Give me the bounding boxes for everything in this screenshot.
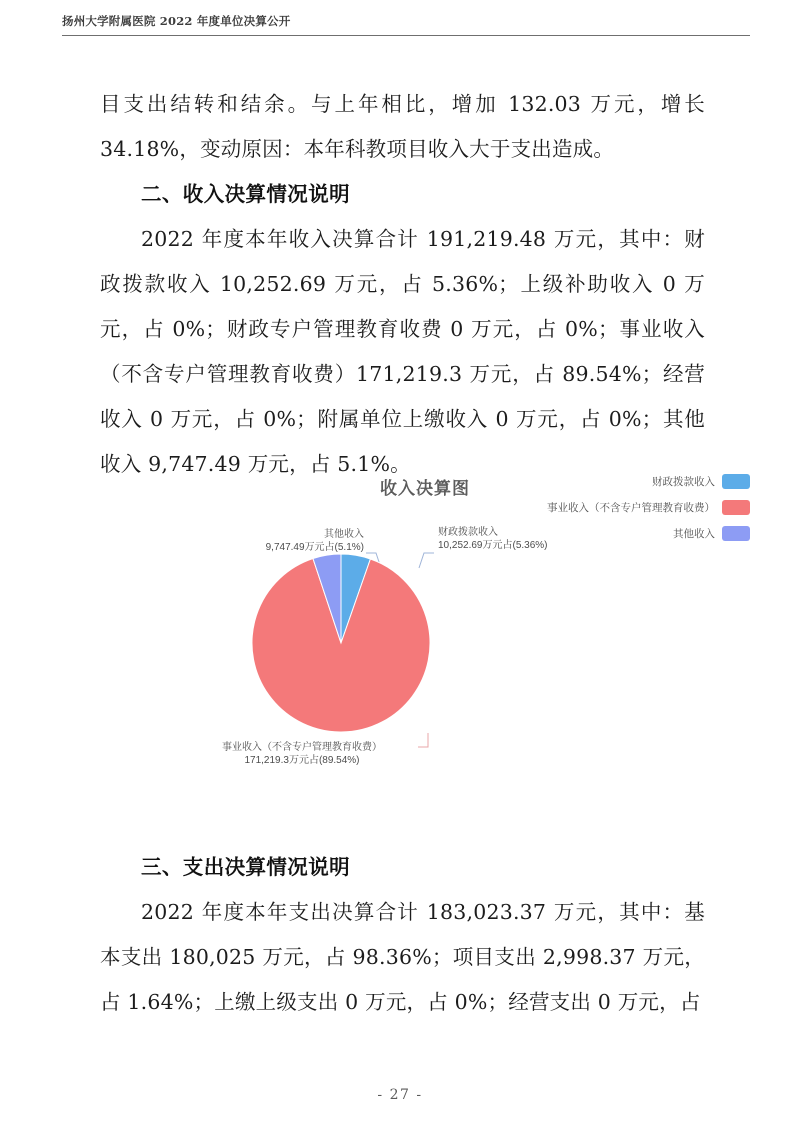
pie-graphic (216, 543, 466, 753)
legend-item[interactable] (358, 496, 750, 518)
income-pie-chart-figure (180, 465, 750, 795)
pie-label-career-income (187, 742, 417, 767)
page-footer (0, 1084, 800, 1103)
paragraph-income-summary: 2022 年度本年收入决算合计 191,219.48 万元，其中：财政拨款收入 10,252.69 万元，占 5.36%；上级补助收入 0 万元，占 0%；财政专户管理教育收费 0 万元，占 0%；事业收入（不含专户管理教育收费）171,219.3 万元，占 89.54%；经营收入 0 万元，占 0%；附属单位上缴收入 0 万元，占 0%；其他收入 9,747.49 万元，占 5.1%。 (100, 227, 705, 476)
pie-label-line2: 9,747.49万元占(5.1%) (265, 541, 364, 553)
pie-label-line2: 10,252.69万元占(5.36%) (438, 539, 548, 551)
paragraph-continuation: 目支出结转和结余。与上年相比，增加 132.03 万元，增长 34.18%，变动原因：本年科教项目收入大于支出造成。 (100, 92, 705, 161)
page-header (62, 10, 750, 36)
document-body (100, 82, 705, 487)
page-number: - 27 - (377, 1087, 423, 1103)
legend-item[interactable] (358, 470, 750, 492)
chart-title: 收入决算图 (380, 479, 470, 498)
pie-label-line2: 171,219.3万元占(89.54%) (244, 754, 360, 766)
header-title: 扬州大学附属医院 2022 年度单位决算公开 (62, 14, 291, 28)
pie-svg (216, 543, 466, 753)
legend-item-label: 其他收入 (673, 527, 715, 540)
legend-item-label: 财政拨款收入 (652, 475, 715, 488)
legend-color-swatch (722, 474, 750, 489)
section-heading-expenditure: 三、支出决算情况说明 (141, 855, 350, 879)
legend-color-swatch (722, 526, 750, 541)
pie-label-other-income (204, 529, 364, 554)
pie-label-line1: 事业收入（不含专户管理教育收费） (222, 742, 382, 753)
pie-label-fiscal-appropriation (438, 527, 628, 552)
legend-color-swatch (722, 500, 750, 515)
section-heading-income: 二、收入决算情况说明 (141, 182, 350, 206)
pie-label-line1: 其他收入 (324, 529, 364, 540)
document-body-lower (100, 845, 705, 1025)
paragraph-expenditure-summary: 2022 年度本年支出决算合计 183,023.37 万元，其中：基本支出 180,025 万元，占 98.36%；项目支出 2,998.37 万元，占 1.64%；上缴上级支出 0 万元，占 0%；经营支出 0 万元，占 (100, 900, 705, 1014)
legend-item-label: 事业收入（不含专户管理教育收费） (547, 501, 715, 514)
pie-label-line1: 财政拨款收入 (438, 527, 498, 538)
